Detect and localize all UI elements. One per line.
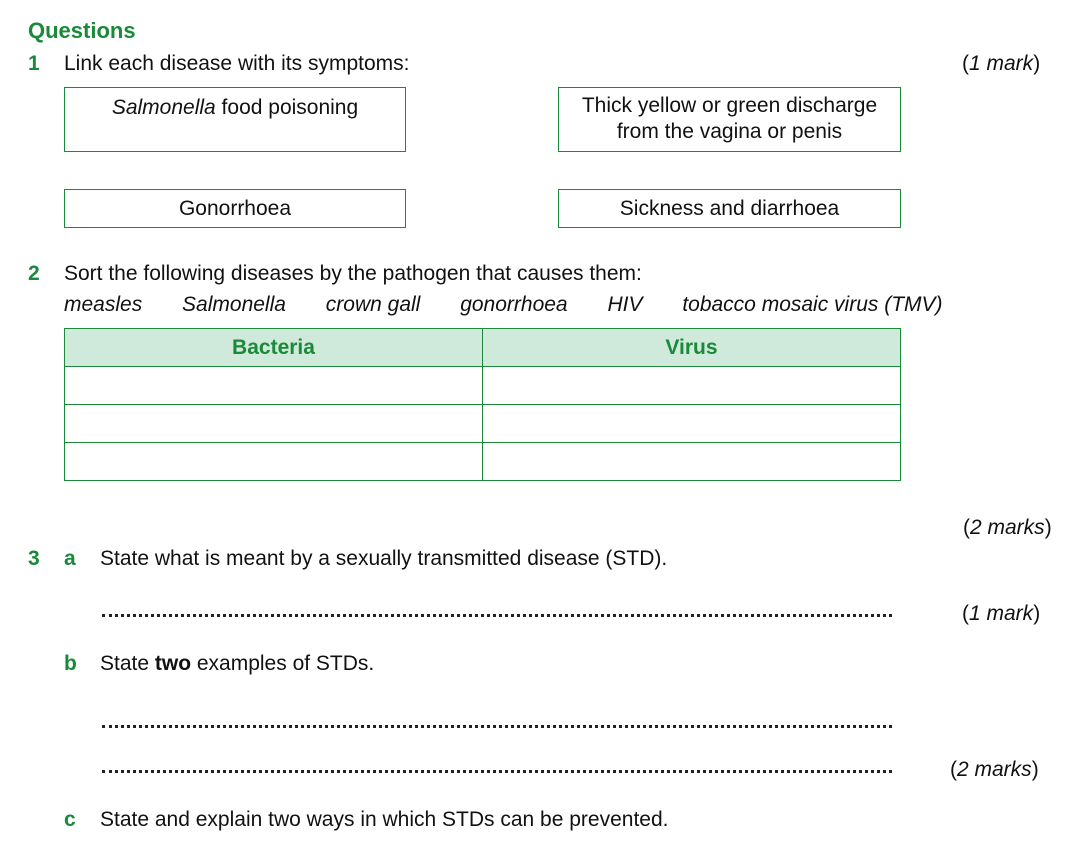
table-cell[interactable] — [483, 367, 901, 405]
question-1-marks: (1 mark) — [962, 52, 1041, 75]
table-cell[interactable] — [65, 405, 483, 443]
table-cell[interactable] — [65, 367, 483, 405]
word-gonorrhoea: gonorrhoea — [460, 293, 568, 316]
answer-line-3b-1[interactable] — [102, 725, 892, 728]
question-3a-letter: a — [64, 547, 76, 570]
table-row — [65, 405, 901, 443]
answer-line-3a[interactable] — [102, 614, 892, 617]
word-salmonella: Salmonella — [182, 293, 286, 316]
question-3b-marks: (2 marks) — [950, 758, 1039, 781]
question-2-text: Sort the following diseases by the pathogen that causes them: — [64, 262, 642, 285]
question-3c-text: State and explain two ways in which STDs can be prevented. — [100, 808, 669, 831]
question-3a-marks: (1 mark) — [962, 602, 1041, 625]
word-tmv: tobacco mosaic virus (TMV) — [682, 293, 943, 316]
table-cell[interactable] — [65, 443, 483, 481]
question-2-number: 2 — [28, 262, 40, 285]
disease-word-list — [64, 293, 943, 317]
symptom-box-sickness[interactable]: Sickness and diarrhoea — [558, 189, 901, 228]
column-header-bacteria: Bacteria — [65, 329, 483, 367]
table-row — [65, 367, 901, 405]
word-hiv: HIV — [607, 293, 643, 316]
pathogen-sort-table — [64, 328, 901, 481]
question-3c-letter: c — [64, 808, 76, 831]
question-3b-letter: b — [64, 652, 77, 675]
answer-line-3b-2[interactable] — [102, 770, 892, 773]
table-cell[interactable] — [483, 405, 901, 443]
question-3a-text: State what is meant by a sexually transmitted disease (STD). — [100, 547, 668, 570]
question-1-number: 1 — [28, 52, 40, 75]
question-3-number: 3 — [28, 547, 40, 570]
disease-box-gonorrhoea[interactable]: Gonorrhoea — [64, 189, 406, 228]
disease-box-salmonella[interactable]: Salmonella food poisoning — [64, 87, 406, 152]
question-1-text: Link each disease with its symptoms: — [64, 52, 410, 75]
question-2-marks: (2 marks) — [963, 516, 1052, 539]
word-measles: measles — [64, 293, 143, 316]
column-header-virus: Virus — [483, 329, 901, 367]
question-3b-text: State two examples of STDs. — [100, 652, 375, 675]
symptom-box-discharge[interactable]: Thick yellow or green discharge from the vagina or penis — [558, 87, 901, 152]
table-cell[interactable] — [483, 443, 901, 481]
table-row — [65, 443, 901, 481]
word-crown-gall: crown gall — [325, 293, 421, 316]
page-title: Questions — [28, 18, 136, 43]
